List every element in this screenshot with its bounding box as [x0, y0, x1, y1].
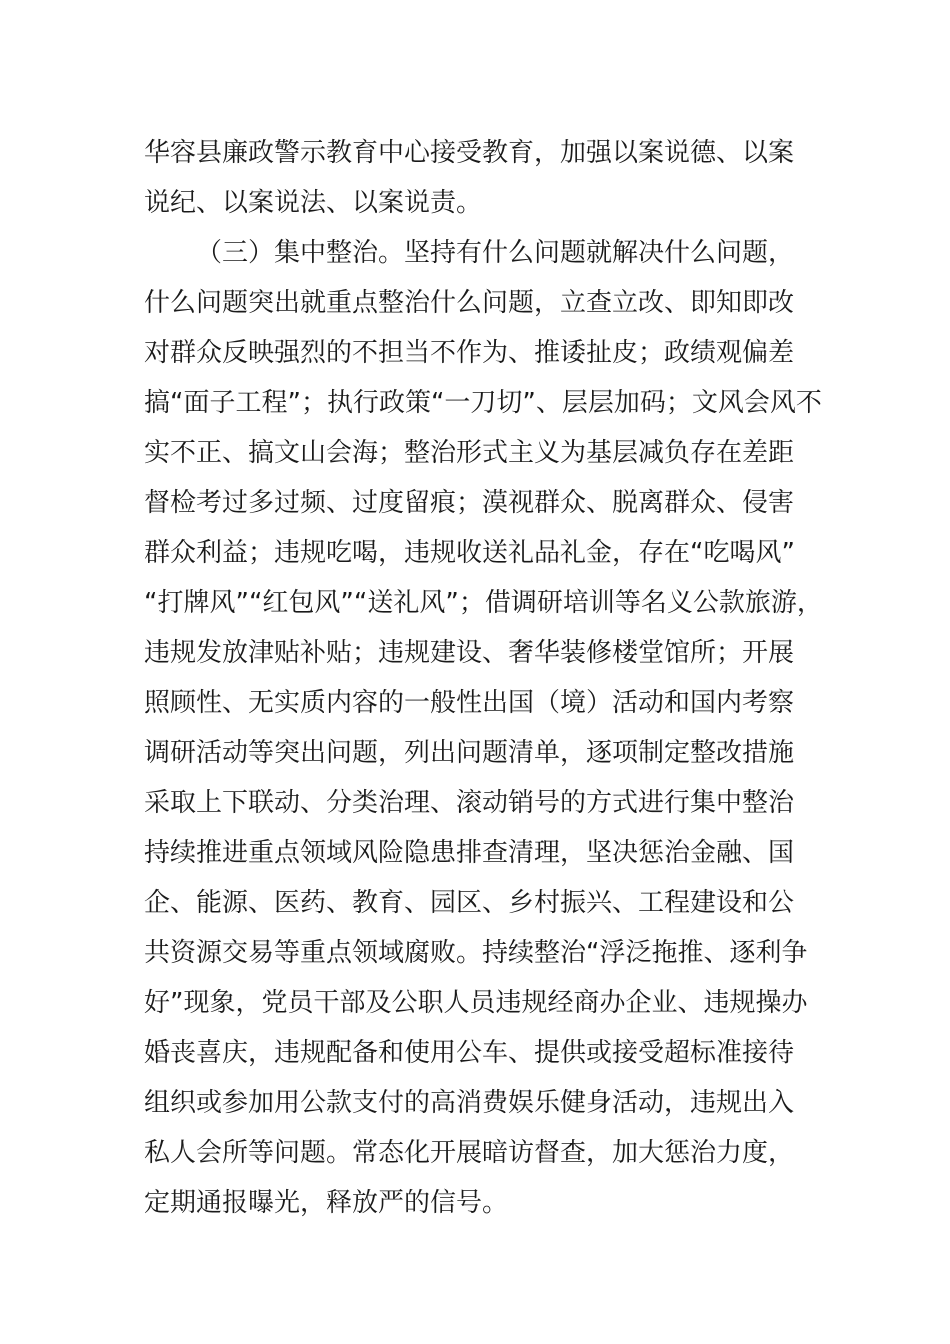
text-line: 什么问题突出就重点整治什么问题，立查立改、即知即改 — [144, 288, 795, 318]
text-line: 定期通报曝光，释放严的信号。 — [144, 1188, 509, 1218]
text-line: 说纪、以案说法、以案说责。 — [144, 188, 483, 218]
text-line: 共资源交易等重点领域腐败。持续整治“浮泛拖推、逐利争 — [144, 938, 808, 968]
text-line: 搞“面子工程”；执行政策“一刀切”、层层加码；文风会风不 — [144, 388, 822, 418]
section-heading-line: （三）集中整治。坚持有什么问题就解决什么问题， — [196, 238, 795, 268]
text-line: 实不正、搞文山会海；整治形式主义为基层减负存在差距 — [144, 438, 795, 468]
text-line: 私人会所等问题。常态化开展暗访督查，加大惩治力度， — [144, 1138, 795, 1168]
text-line: 调研活动等突出问题，列出问题清单，逐项制定整改措施 — [144, 738, 795, 768]
text-line: “打牌风”“红包风”“送礼风”；借调研培训等名义公款旅游， — [144, 588, 823, 618]
text-line: 群众利益；违规吃喝，违规收送礼品礼金，存在“吃喝风” — [144, 538, 795, 568]
text-line: 采取上下联动、分类治理、滚动销号的方式进行集中整治 — [144, 788, 795, 818]
text-line: 婚丧喜庆，违规配备和使用公车、提供或接受超标准接待 — [144, 1038, 795, 1068]
text-line: 持续推进重点领域风险隐患排查清理，坚决惩治金融、国 — [144, 838, 795, 868]
text-line: 组织或参加用公款支付的高消费娱乐健身活动，违规出入 — [144, 1088, 795, 1118]
body-text — [144, 128, 824, 1228]
text-line: 督检考过多过频、过度留痕；漠视群众、脱离群众、侵害 — [144, 488, 795, 518]
text-line: 对群众反映强烈的不担当不作为、推诿扯皮；政绩观偏差 — [144, 338, 795, 368]
text-line: 违规发放津贴补贴；违规建设、奢华装修楼堂馆所；开展 — [144, 638, 795, 668]
text-line: 照顾性、无实质内容的一般性出国（境）活动和国内考察 — [144, 688, 795, 718]
text-line: 华容县廉政警示教育中心接受教育，加强以案说德、以案 — [144, 138, 795, 168]
text-line: 好”现象，党员干部及公职人员违规经商办企业、违规操办 — [144, 988, 808, 1018]
text-line: 企、能源、医药、教育、园区、乡村振兴、工程建设和公 — [144, 888, 795, 918]
